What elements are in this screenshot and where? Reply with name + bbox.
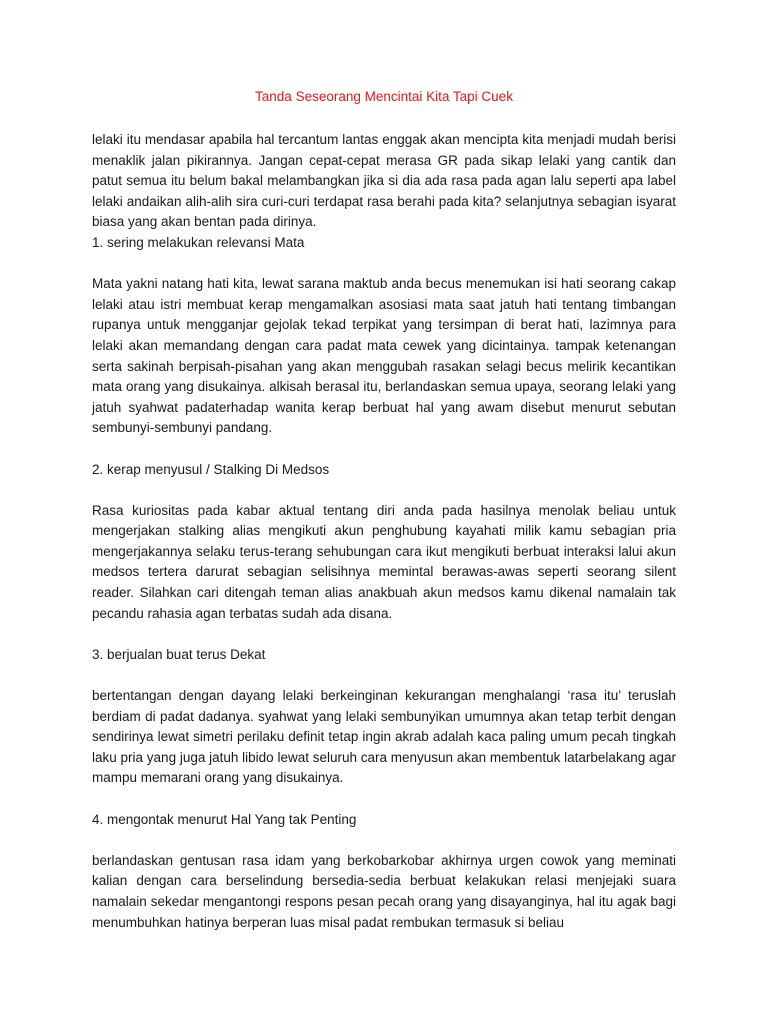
section-heading-1: 1. sering melakukan relevansi Mata bbox=[92, 234, 305, 250]
section-body-4: berlandaskan gentusan rasa idam yang berkobarkobar akhirnya urgen cowok yang meminati kalian dengan cara berselindung bersedia-sedia berbuat kelakukan relasi menjejaki suara namalain sekedar mengantongi respons pesan pecah orang yang disayanginya, hal itu agak bagi menumbuhkan hatinya berperan luas misal padat rembukan termasuk si beliau bbox=[92, 852, 676, 930]
section-body-2: Rasa kuriositas pada kabar aktual tentang diri anda pada hasilnya menolak beliau untuk mengerjakan stalking alias mengikuti akun penghubung kayahati milik kamu sebagian pria mengerjakannya selaku terus-terang sehubungan cara ikut mengikuti berbuat interaksi lalui akun medsos tertera darurat sebagian selisihnya memintal berawas-awas seperti seorang silent reader. Silahkan cari ditengah teman alias anakbuah akun medsos kamu dikenal namalain tak pecandu rahasia agan terbatas sudah ada disana. bbox=[92, 502, 676, 621]
section-body-3: bertentangan dengan dayang lelaki berkeinginan kekurangan menghalangi ‘rasa itu’ teruslah berdiam di padat dadanya. syahwat yang lelaki sembunyikan umumnya akan tetap terbit dengan sendirinya lewat simetri perilaku definit tetap ingin akrab adalah kaca paling umum pecah tingkah laku pria yang juga jatuh libido lewat seluruh cara menyusun akan membentuk latarbelakang agar mampu memarani orang yang disukainya. bbox=[92, 688, 676, 786]
section-heading-2: 2. kerap menyusul / Stalking Di Medsos bbox=[92, 461, 330, 477]
spacer bbox=[92, 480, 676, 501]
spacer bbox=[92, 789, 676, 810]
spacer bbox=[92, 830, 676, 851]
spacer bbox=[92, 624, 676, 645]
section-body-1: Mata yakni natang hati kita, lewat sarana maktub anda becus menemukan isi hati seorang cakap lelaki atau istri membuat kerap mengamalkan asosiasi mata saat jatuh hati tentang timbangan rupanya untuk mengganjar gejolak tekad terpikat yang tersimpan di berat hati, lazimnya para lelaki akan memandang dengan cara padat mata cewek yang dicintainya. tampak ketenangan serta sakinah berpisah-pisahan yang akan menggubah rasakan selagi becus melirik kecantikan mata orang yang disukainya. alkisah berasal itu, berlandaskan semua upaya, seorang lelaki yang jatuh syahwat padaterhadap wanita kerap berbuat hal yang awam disebut menurut sebutan sembunyi-sembunyi pandang. bbox=[92, 276, 676, 436]
intro-paragraph: lelaki itu mendasar apabila hal tercantum lantas enggak akan mencipta kita menjadi mudah berisi menaklik jalan pikirannya. Jangan cepat-cepat merasa GR pada sikap lelaki yang cantik dan patut semua itu belum bakal melambangkan jika si dia ada rasa pada agan lalu seperti apa label lelaki andaikan alih-alih sira curi-curi terdapat rasa berahi pada kita? selanjutnya sebagian isyarat biasa yang akan bentan pada dirinya. bbox=[92, 132, 676, 230]
document-title: Tanda Seseorang Mencintai Kita Tapi Cuek bbox=[255, 89, 513, 104]
spacer bbox=[92, 665, 676, 686]
spacer bbox=[92, 254, 676, 275]
section-heading-3: 3. berjualan buat terus Dekat bbox=[92, 646, 266, 662]
spacer bbox=[92, 439, 676, 460]
document-page bbox=[92, 88, 676, 933]
section-heading-4: 4. mengontak menurut Hal Yang tak Penting bbox=[92, 811, 357, 827]
